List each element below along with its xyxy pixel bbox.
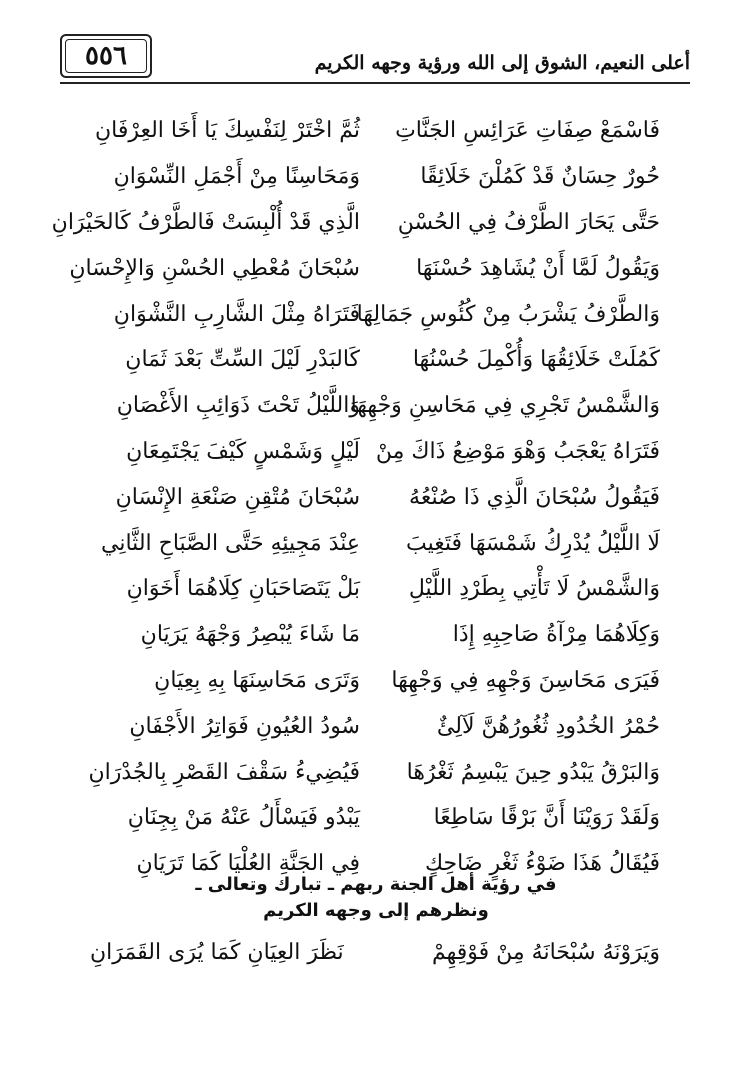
verse-second-hemistich: ثُمَّ اخْتَرْ لِنَفْسِكَ يَا أَخَا العِرْفَانِ	[94, 118, 360, 144]
poem-verses	[51, 108, 660, 887]
final-verse-second-hemistich: نَظَرَ العِيَانِ كَمَا يُرَى القَمَرَانِ	[90, 940, 344, 965]
verse-first-hemistich: وَالشَّمْسُ تَجْرِي فِي مَحَاسِنِ وَجْهِهَا	[350, 393, 660, 419]
verse-first-hemistich: فَيُقَالُ هَذَا ضَوْءُ ثَغْرٍ ضَاحِكٍ	[425, 851, 660, 877]
verse-first-hemistich: وَلَقَدْ رَوَيْنَا أَنَّ بَرْقًا سَاطِعًا	[433, 805, 660, 831]
header-divider	[60, 82, 690, 84]
page-number: ٥٥٦	[60, 34, 152, 78]
verse-second-hemistich: سُودُ العُيُونِ فَوَاتِرُ الأَجْفَانِ	[129, 713, 360, 739]
verse-first-hemistich: لَا اللَّيْلُ يُدْرِكُ شَمْسَهَا فَتَغِيبَ	[406, 530, 660, 556]
verse-second-hemistich: فَيُضِيءُ سَقْفَ القَصْرِ بِالجُدْرَانِ	[88, 759, 360, 785]
verse-row	[90, 795, 660, 841]
verse-row	[90, 337, 660, 383]
verse-first-hemistich: فَتَرَاهُ يَعْجَبُ وَهْوَ مَوْضِعُ ذَاكَ مِنْ	[375, 438, 660, 464]
verse-row	[90, 658, 660, 704]
running-title: أعلى النعيم، الشوق إلى الله ورؤية وجهه الكريم	[314, 52, 690, 74]
final-verse-first-hemistich: وَيَرَوْنَهُ سُبْحَانَهُ مِنْ فَوْقِهِمْ	[431, 940, 660, 965]
verse-row	[51, 200, 660, 246]
verse-first-hemistich: حُمْرُ الخُدُودِ ثُغُورُهُنَّ لَآلِئٌ	[436, 713, 660, 739]
verse-second-hemistich: وَمَحَاسِنًا مِنْ أَجْمَلِ النِّسْوَانِ	[113, 164, 360, 190]
verse-second-hemistich: فِي الجَنَّةِ العُلْيَا كَمَا تَرَيَانِ	[136, 851, 360, 877]
verse-first-hemistich: وَالشَّمْسُ لَا تَأْتِي بِطَرْدِ اللَّيْلِ	[408, 576, 660, 602]
verse-first-hemistich: حُورٌ حِسَانٌ قَدْ كَمُلْنَ خَلَائِقًا	[420, 164, 660, 190]
verse-first-hemistich: وَكِلَاهُمَا مِرْآةُ صَاحِبِهِ إِذَا	[452, 622, 660, 648]
verse-row	[90, 154, 660, 200]
verse-second-hemistich: كَالبَدْرِ لَيْلَ السِّتِّ بَعْدَ ثَمَانِ	[125, 347, 360, 373]
verse-first-hemistich: فَيَرَى مَحَاسِنَ وَجْهِهِ فِي وَجْهِهَا	[391, 667, 660, 693]
verse-first-hemistich: حَتَّى يَحَارَ الطَّرْفُ فِي الحُسْنِ	[397, 209, 660, 235]
verse-second-hemistich: وَاللَّيْلُ تَحْتَ ذَوَائِبِ الأَغْصَانِ	[116, 393, 360, 419]
page-header	[60, 30, 690, 86]
verse-first-hemistich: فَيَقُولُ سُبْحَانَ الَّذِي ذَا صُنْعُهُ	[409, 484, 660, 510]
verse-row	[90, 612, 660, 658]
verse-second-hemistich: سُبْحَانَ مُتْقِنِ صَنْعَةِ الإِنْسَانِ	[115, 484, 360, 510]
verse-second-hemistich: فَتَرَاهُ مِثْلَ الشَّارِبِ النَّشْوَانِ	[113, 301, 360, 327]
verse-second-hemistich: عِنْدَ مَجِيئِهِ حَتَّى الصَّبَاحِ الثَّانِي	[101, 530, 360, 556]
verse-row	[90, 749, 660, 795]
verse-row	[90, 566, 660, 612]
verse-row	[90, 520, 660, 566]
verse-second-hemistich: لَيْلٍ وَشَمْسٍ كَيْفَ يَجْتَمِعَانِ	[126, 438, 360, 464]
final-verse-row	[90, 940, 660, 965]
verse-row	[90, 108, 660, 154]
verse-row	[90, 703, 660, 749]
verse-second-hemistich: بَلْ يَتَصَاحَبَانِ كِلَاهُمَا أَخَوَانِ	[126, 576, 360, 602]
verse-first-hemistich: وَالطَّرْفُ يَشْرَبُ مِنْ كُئُوسِ جَمَالِهَا	[356, 301, 660, 327]
verse-first-hemistich: وَالبَرْقُ يَبْدُو حِينَ يَبْسِمُ ثَغْرُهَا	[406, 759, 660, 785]
verse-row	[90, 474, 660, 520]
verse-second-hemistich: وَتَرَى مَحَاسِنَهَا بِهِ بِعِيَانِ	[154, 667, 360, 693]
verse-row	[90, 291, 660, 337]
verse-row	[90, 429, 660, 475]
verse-first-hemistich: وَيَقُولُ لَمَّا أَنْ يُشَاهِدَ حُسْنَهَا	[416, 255, 660, 281]
verse-first-hemistich: فَاسْمَعْ صِفَاتِ عَرَائِسِ الجَنَّاتِ	[395, 118, 660, 144]
section-heading-line-2: ونظرهم إلى وجهه الكريم	[263, 900, 489, 921]
verse-row	[90, 383, 660, 429]
verse-second-hemistich: مَا شَاءَ يُبْصِرُ وَجْهَهُ يَرَيَانِ	[140, 622, 360, 648]
verse-second-hemistich: يَبْدُو فَيَسْأَلُ عَنْهُ مَنْ بِجِنَانِ	[127, 805, 360, 831]
verse-row	[69, 245, 660, 291]
verse-second-hemistich: الَّذِي قَدْ أُلْبِسَتْ فَالطَّرْفُ كَالحَيْرَانِ	[51, 209, 360, 235]
verse-second-hemistich: سُبْحَانَ مُعْطِي الحُسْنِ وَالإِحْسَانِ	[69, 255, 360, 281]
section-heading-line-1: في رؤية أهل الجنة ربهم ـ تبارك وتعالى ـ	[195, 874, 557, 895]
section-heading	[0, 872, 752, 924]
verse-first-hemistich: كَمُلَتْ خَلَائِقُهَا وَأُكْمِلَ حُسْنُهَا	[412, 347, 660, 373]
